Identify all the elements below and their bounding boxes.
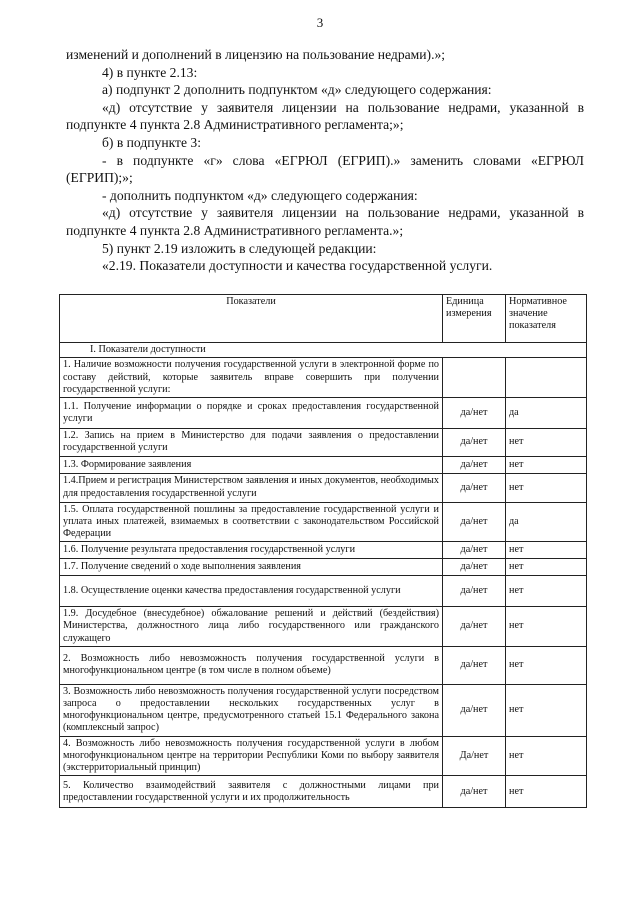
table-row xyxy=(60,398,587,429)
indicator-name: 1.4.Прием и регистрация Министерством заявления и иных документов, необходимых для предоставления государственной услуги xyxy=(60,473,443,502)
paragraph: а) подпункт 2 дополнить подпунктом «д» следующего содержания: xyxy=(102,82,492,98)
unit-value: да/нет xyxy=(443,473,506,502)
table-row xyxy=(60,607,587,647)
table-row xyxy=(60,502,587,542)
indicator-name: 1.2. Запись на прием в Министерство для подачи заявления о предоставлении государственной услуги xyxy=(60,429,443,456)
header-norm: Нормативное значение показателя xyxy=(506,295,587,343)
indicator-name: 1.5. Оплата государственной пошлины за предоставление государственной услуги и уплата иных платежей, взимаемых в соответствии с законодательством Российской Федерации xyxy=(60,502,443,542)
paragraph: - дополнить подпунктом «д» следующего содержания: xyxy=(102,187,418,203)
table-header-row xyxy=(60,295,587,343)
section-title: I. Показатели доступности xyxy=(60,343,587,358)
table-row xyxy=(60,576,587,607)
unit-value: да/нет xyxy=(443,646,506,684)
paragraph: 4) в пункте 2.13: xyxy=(102,64,198,80)
indicator-name: 2. Возможность либо невозможность получения государственной услуги в многофункциональном центре (в том числе в полном объеме) xyxy=(60,646,443,684)
paragraph: - в подпункте «г» слова «ЕГРЮЛ (ЕГРИП).» заменить словами «ЕГРЮЛ (ЕГРИП);»; xyxy=(66,152,584,186)
table-row xyxy=(60,456,587,473)
norm-value xyxy=(506,358,587,398)
paragraph: изменений и дополнений в лицензию на пользование недрами).»; xyxy=(66,47,446,62)
section-row xyxy=(60,343,587,358)
norm-value: нет xyxy=(506,429,587,456)
table-row xyxy=(60,776,587,808)
indicator-name: 1.8. Осуществление оценки качества предоставления государственной услуги xyxy=(60,576,443,607)
norm-value: нет xyxy=(506,456,587,473)
norm-value: да xyxy=(506,502,587,542)
norm-value: нет xyxy=(506,607,587,647)
norm-value: нет xyxy=(506,736,587,776)
norm-value: нет xyxy=(506,542,587,559)
norm-value: нет xyxy=(506,646,587,684)
norm-value: да xyxy=(506,398,587,429)
unit-value: Да/нет xyxy=(443,736,506,776)
table-row xyxy=(60,473,587,502)
indicator-name: 1. Наличие возможности получения государственной услуги в электронной форме по составу действий, которые заявитель вправе совершить при получении государственной услуги: xyxy=(60,358,443,398)
norm-value: нет xyxy=(506,684,587,736)
paragraph: «д) отсутствие у заявителя лицензии на пользование недрами, указанной в подпункте 4 пункта 2.8 Административного регламента.»; xyxy=(66,205,584,238)
unit-value: да/нет xyxy=(443,502,506,542)
indicator-name: 1.9. Досудебное (внесудебное) обжалование решений и действий (бездействия) Министерства, должностного лица либо государственного или гражданского служащего xyxy=(60,607,443,647)
indicator-name: 3. Возможность либо невозможность получения государственной услуги посредством запроса о предоставлении нескольких государственных услуг в многофункциональном центре, предусмотренного статьей 15.1 Федерального закона (комплексный запрос) xyxy=(60,684,443,736)
page-number: 3 xyxy=(316,15,324,30)
unit-value: да/нет xyxy=(443,542,506,559)
indicator-name: 1.6. Получение результата предоставления государственной услуги xyxy=(60,542,443,559)
unit-value: да/нет xyxy=(443,776,506,808)
paragraph: б) в подпункте 3: xyxy=(102,134,201,150)
paragraph: «д) отсутствие у заявителя лицензии на пользование недрами, указанной в подпункте 4 пункта 2.8 Административного регламента;»; xyxy=(66,99,584,133)
table-row xyxy=(60,646,587,684)
indicator-name: 4. Возможность либо невозможность получения государственной услуги в любом многофункциональном центре на территории Республики Коми по выбору заявителя (экстерриториальный принцип) xyxy=(60,736,443,776)
norm-value: нет xyxy=(506,559,587,576)
table-row xyxy=(60,358,587,398)
unit-value: да/нет xyxy=(443,607,506,647)
norm-value: нет xyxy=(506,576,587,607)
unit-value: да/нет xyxy=(443,398,506,429)
table-row xyxy=(60,736,587,776)
indicator-name: 1.3. Формирование заявления xyxy=(60,456,443,473)
norm-value: нет xyxy=(506,776,587,808)
table-row xyxy=(60,429,587,456)
unit-value xyxy=(443,358,506,398)
unit-value: да/нет xyxy=(443,429,506,456)
paragraph: «2.19. Показатели доступности и качества государственной услуги. xyxy=(102,258,493,274)
table-row xyxy=(60,684,587,736)
unit-value: да/нет xyxy=(443,559,506,576)
table-row xyxy=(60,542,587,559)
unit-value: да/нет xyxy=(443,576,506,607)
header-indicators: Показатели xyxy=(60,295,443,343)
indicators-table xyxy=(59,294,587,808)
table-row xyxy=(60,559,587,576)
norm-value: нет xyxy=(506,473,587,502)
amendment-text xyxy=(66,46,584,275)
unit-value: да/нет xyxy=(443,684,506,736)
header-unit: Единица измерения xyxy=(443,295,506,343)
indicator-name: 1.7. Получение сведений о ходе выполнения заявления xyxy=(60,559,443,576)
unit-value: да/нет xyxy=(443,456,506,473)
indicator-name: 1.1. Получение информации о порядке и сроках предоставления государственной услуги xyxy=(60,398,443,429)
paragraph: 5) пункт 2.19 изложить в следующей редакции: xyxy=(102,240,377,256)
indicator-name: 5. Количество взаимодействий заявителя с должностными лицами при предоставлении государственной услуги и их продолжительность xyxy=(60,776,443,808)
